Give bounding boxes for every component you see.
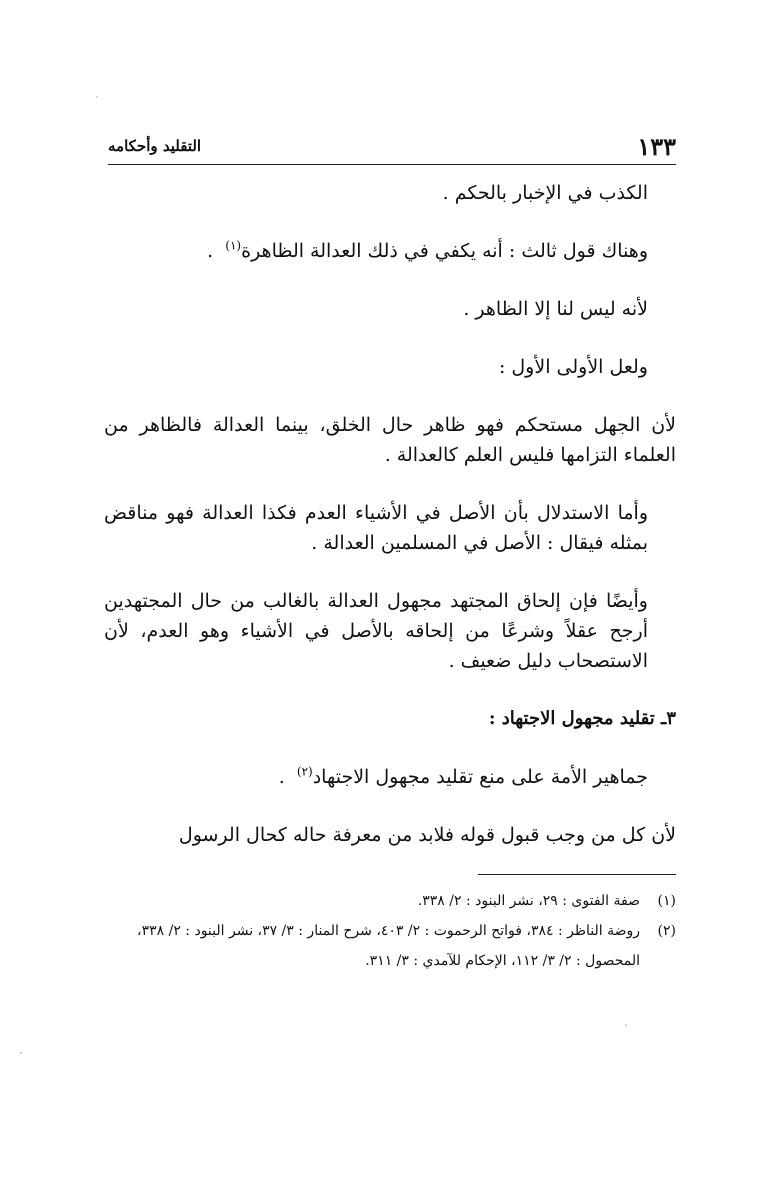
running-title: التقليد وأحكامه — [108, 137, 202, 155]
paragraph-8 — [104, 762, 676, 792]
footnote-ref-2[interactable]: (٢) — [296, 764, 313, 779]
footnote-divider — [478, 874, 676, 875]
paragraph-1: الكذب في الإخبار بالحكم . — [442, 182, 648, 204]
scan-speck — [625, 1024, 627, 1026]
footnote-text: روضة الناظر : ٣٨٤، فواتح الرحموت : ٢/ ٤٠٣، شرح المنار : ٣/ ٣٧، نشر البنود : ٢/ ٣٣٨، المحصول : ٢/ ٣/ ١١٢، الإحكام للآمدي : ٣/ ٣١١. — [137, 923, 640, 969]
paragraph-4: ولعل الأولى الأول : — [498, 356, 648, 378]
page-number: ١٣٣ — [637, 132, 676, 161]
section-heading: ٣ـ تقليد مجهول الاجتهاد : — [488, 708, 676, 729]
footnote-2 — [104, 916, 676, 976]
footnote-number: (١) — [657, 893, 676, 909]
footnote-ref-1[interactable]: (١) — [225, 238, 242, 253]
paragraph-2-text: وهناك قول ثالث : أنه يكفي في ذلك العدالة الظاهرة — [241, 240, 648, 262]
footnote-1 — [104, 886, 676, 916]
paragraph-2 — [104, 236, 676, 266]
footnotes — [104, 886, 676, 976]
footnote-number: (٢) — [657, 923, 676, 939]
paragraph-8-end: . — [278, 766, 285, 788]
paragraph-5: لأن الجهل مستحكم فهو ظاهر حال الخلق، بينما العدالة فالظاهر من العلماء التزامها فليس العلم كالعدالة . — [104, 414, 676, 466]
paragraph-3: لأنه ليس لنا إلا الظاهر . — [463, 298, 648, 320]
paragraph-6: وأما الاستدلال بأن الأصل في الأشياء العدم فكذا العدالة فهو مناقض بمثله فيقال : الأصل في المسلمين العدالة . — [104, 502, 648, 554]
scan-speck — [96, 96, 98, 98]
paragraph-7: وأيضًا فإن إلحاق المجتهد مجهول العدالة بالغالب من حال المجتهدين أرجح عقلاً وشرعًا من إلحاقه بالأصل في الأشياء وهو العدم، لأن الاستصحاب دليل ضعيف . — [104, 590, 648, 672]
main-text — [104, 178, 676, 850]
paragraph-9: لأن كل من وجب قبول قوله فلابد من معرفة حاله كحال الرسول — [178, 824, 676, 846]
paragraph-2-end: . — [207, 240, 214, 262]
running-header — [108, 128, 676, 165]
paragraph-8-text: جماهير الأمة على منع تقليد مجهول الاجتهاد — [312, 766, 648, 788]
scan-speck — [20, 1052, 22, 1054]
footnote-text: صفة الفتوى : ٢٩، نشر البنود : ٢/ ٣٣٨. — [417, 893, 640, 909]
